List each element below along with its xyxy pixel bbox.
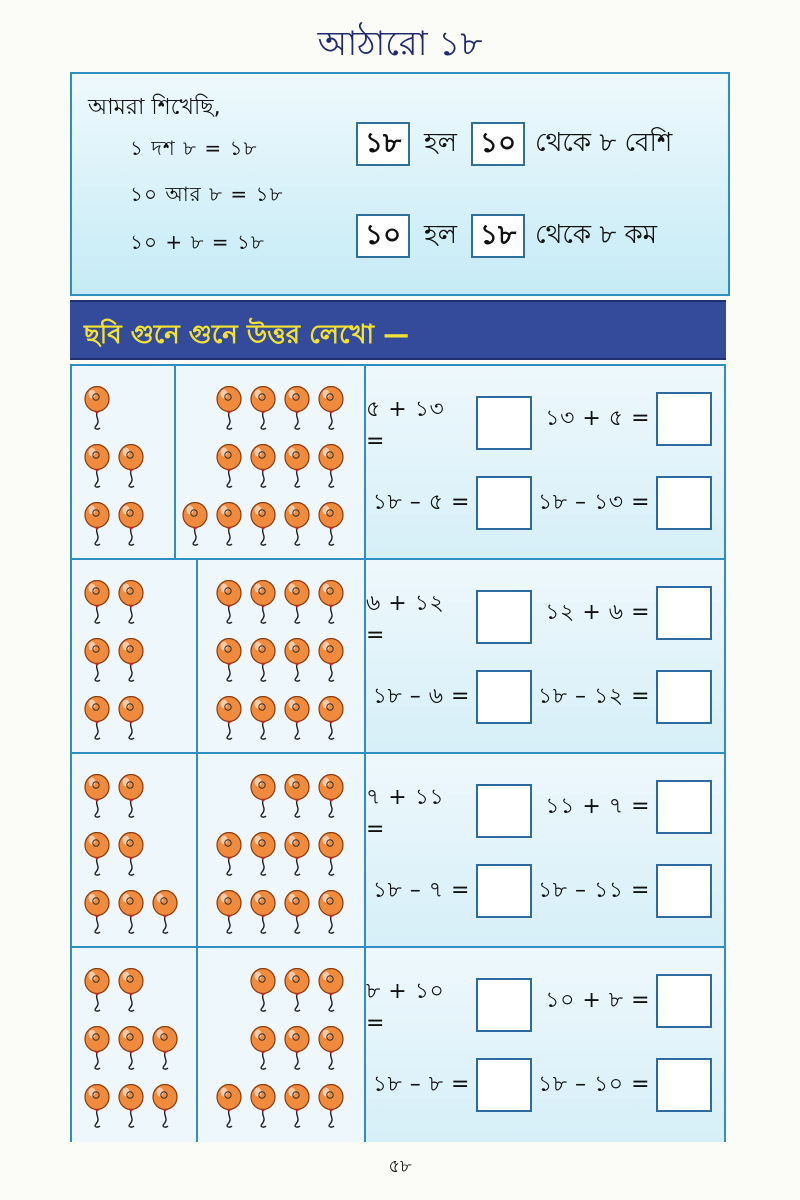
balloon-icon bbox=[316, 774, 346, 818]
answer-box[interactable] bbox=[656, 1058, 712, 1112]
balloon-icon bbox=[248, 638, 278, 682]
balloon-group-left bbox=[72, 366, 176, 558]
instruction-banner bbox=[70, 300, 726, 360]
balloon-icon bbox=[282, 890, 312, 934]
balloon-icon bbox=[116, 1084, 146, 1128]
balloon-group-right bbox=[198, 948, 366, 1142]
balloon-icon bbox=[82, 638, 112, 682]
balloon-icon bbox=[82, 444, 112, 488]
equation bbox=[366, 392, 532, 454]
answer-box[interactable] bbox=[656, 670, 712, 724]
balloon-icon bbox=[316, 444, 346, 488]
balloon-group-left bbox=[72, 754, 198, 946]
balloon-group-right bbox=[198, 560, 366, 752]
balloon-icon bbox=[116, 832, 146, 876]
page-number: ৫৮ bbox=[388, 1156, 412, 1177]
comparison-statement-less bbox=[356, 214, 657, 258]
balloon-icon bbox=[82, 774, 112, 818]
balloon-icon bbox=[248, 386, 278, 430]
answer-box[interactable] bbox=[476, 476, 532, 530]
balloon-icon bbox=[116, 638, 146, 682]
balloon-icon bbox=[116, 580, 146, 624]
exercise-row bbox=[72, 754, 724, 948]
balloon-icon bbox=[316, 386, 346, 430]
equation bbox=[373, 864, 532, 918]
balloon-icon bbox=[150, 1026, 180, 1070]
balloon-group-right bbox=[198, 754, 366, 946]
answer-box[interactable] bbox=[476, 864, 532, 918]
balloon-icon bbox=[116, 890, 146, 934]
answer-box[interactable] bbox=[656, 586, 712, 640]
learned-heading: আমরা শিখেছি, bbox=[88, 95, 221, 120]
exercise-row bbox=[72, 948, 724, 1142]
balloon-icon bbox=[82, 890, 112, 934]
balloon-icon bbox=[282, 1026, 312, 1070]
equation-text: ১৮ – ১০ = bbox=[537, 1071, 650, 1097]
equation-area bbox=[366, 366, 724, 558]
statement-word: হল bbox=[424, 220, 458, 250]
equation bbox=[373, 670, 532, 724]
exercise-grid bbox=[70, 364, 726, 1142]
balloon-icon bbox=[282, 444, 312, 488]
equation-area bbox=[366, 948, 724, 1142]
balloon-icon bbox=[282, 774, 312, 818]
equation bbox=[538, 670, 712, 724]
equation-text: ১৮ – ৭ = bbox=[372, 877, 470, 903]
answer-box[interactable] bbox=[476, 1058, 532, 1112]
learned-summary-box bbox=[70, 72, 730, 296]
balloon-icon bbox=[282, 386, 312, 430]
equation-text: ৭ + ১১ = bbox=[366, 785, 445, 842]
balloon-icon bbox=[214, 502, 244, 546]
answer-box[interactable] bbox=[656, 476, 712, 530]
answer-box[interactable] bbox=[656, 780, 712, 834]
statement-tail: থেকে ৮ বেশি bbox=[535, 128, 673, 158]
balloon-icon bbox=[282, 638, 312, 682]
balloon-icon bbox=[82, 502, 112, 546]
learned-line: ১০ আর ৮ = ১৮ bbox=[130, 182, 284, 206]
answer-box[interactable] bbox=[476, 590, 532, 644]
balloon-icon bbox=[82, 1084, 112, 1128]
balloon-icon bbox=[82, 696, 112, 740]
number-box: ১০ bbox=[356, 214, 410, 258]
equation-area bbox=[366, 754, 724, 946]
equation bbox=[366, 780, 532, 842]
equation-area bbox=[366, 560, 724, 752]
balloon-icon bbox=[282, 696, 312, 740]
balloon-icon bbox=[316, 696, 346, 740]
comparison-statement-more bbox=[356, 122, 672, 166]
balloon-icon bbox=[282, 502, 312, 546]
exercise-row bbox=[72, 560, 724, 754]
equation bbox=[373, 1058, 532, 1112]
answer-box[interactable] bbox=[656, 392, 712, 446]
balloon-icon bbox=[316, 502, 346, 546]
answer-box[interactable] bbox=[656, 864, 712, 918]
equation-text: ৮ + ১০ = bbox=[366, 979, 445, 1036]
balloon-icon bbox=[116, 502, 146, 546]
balloon-icon bbox=[316, 832, 346, 876]
balloon-icon bbox=[214, 890, 244, 934]
equation-text: ১২ + ৬ = bbox=[545, 599, 650, 625]
equation-text: ৬ + ১২ = bbox=[366, 591, 445, 648]
balloon-icon bbox=[116, 444, 146, 488]
equation bbox=[545, 392, 712, 446]
balloon-icon bbox=[150, 1084, 180, 1128]
statement-tail: থেকে ৮ কম bbox=[535, 220, 658, 250]
balloon-group-right bbox=[176, 366, 366, 558]
balloon-icon bbox=[82, 968, 112, 1012]
answer-box[interactable] bbox=[476, 978, 532, 1032]
balloon-icon bbox=[248, 968, 278, 1012]
balloon-icon bbox=[82, 386, 112, 430]
number-box: ১০ bbox=[471, 122, 525, 166]
balloon-icon bbox=[248, 1084, 278, 1128]
equation bbox=[545, 586, 712, 640]
balloon-icon bbox=[248, 444, 278, 488]
balloon-icon bbox=[82, 580, 112, 624]
equation-text: ৫ + ১৩ = bbox=[366, 397, 445, 454]
balloon-icon bbox=[116, 1026, 146, 1070]
balloon-group-left bbox=[72, 560, 198, 752]
equation-text: ১৮ – ১১ = bbox=[537, 877, 650, 903]
balloon-icon bbox=[214, 696, 244, 740]
balloon-icon bbox=[248, 580, 278, 624]
equation bbox=[366, 586, 532, 648]
balloon-icon bbox=[282, 832, 312, 876]
balloon-icon bbox=[116, 968, 146, 1012]
balloon-icon bbox=[316, 1026, 346, 1070]
balloon-icon bbox=[248, 832, 278, 876]
answer-box[interactable] bbox=[476, 670, 532, 724]
balloon-icon bbox=[316, 1084, 346, 1128]
answer-box[interactable] bbox=[656, 974, 712, 1028]
equation bbox=[373, 476, 532, 530]
balloon-icon bbox=[248, 1026, 278, 1070]
balloon-icon bbox=[248, 502, 278, 546]
instruction-text: ছবি গুনে গুনে উত্তর লেখো — bbox=[84, 320, 410, 350]
statement-word: হল bbox=[424, 128, 458, 158]
balloon-icon bbox=[116, 774, 146, 818]
balloon-icon bbox=[248, 774, 278, 818]
equation-text: ১৮ – ৬ = bbox=[372, 683, 470, 709]
balloon-icon bbox=[180, 502, 210, 546]
equation-text: ১০ + ৮ = bbox=[545, 987, 650, 1013]
answer-box[interactable] bbox=[476, 784, 532, 838]
equation-text: ১৩ + ৫ = bbox=[545, 405, 650, 431]
number-box: ১৮ bbox=[356, 122, 410, 166]
balloon-icon bbox=[214, 444, 244, 488]
exercise-row bbox=[72, 366, 724, 560]
equation-text: ১৮ – ৫ = bbox=[372, 489, 470, 515]
balloon-icon bbox=[116, 696, 146, 740]
equation-text: ১৮ – ১২ = bbox=[537, 683, 650, 709]
number-box: ১৮ bbox=[471, 214, 525, 258]
equation-text: ১১ + ৭ = bbox=[545, 793, 650, 819]
balloon-icon bbox=[282, 1084, 312, 1128]
balloon-icon bbox=[150, 890, 180, 934]
balloon-icon bbox=[214, 1084, 244, 1128]
balloon-group-left bbox=[72, 948, 198, 1142]
equation bbox=[545, 974, 712, 1028]
equation-text: ১৮ – ৮ = bbox=[372, 1071, 470, 1097]
balloon-icon bbox=[282, 580, 312, 624]
page-title: আঠারো ১৮ bbox=[317, 24, 483, 64]
answer-box[interactable] bbox=[476, 396, 532, 450]
balloon-icon bbox=[248, 890, 278, 934]
learned-line: ১০ + ৮ = ১৮ bbox=[130, 230, 265, 254]
balloon-icon bbox=[82, 1026, 112, 1070]
balloon-icon bbox=[316, 638, 346, 682]
balloon-icon bbox=[282, 968, 312, 1012]
balloon-icon bbox=[214, 638, 244, 682]
balloon-icon bbox=[316, 890, 346, 934]
balloon-icon bbox=[214, 580, 244, 624]
balloon-icon bbox=[316, 580, 346, 624]
balloon-icon bbox=[214, 386, 244, 430]
balloon-icon bbox=[316, 968, 346, 1012]
balloon-icon bbox=[214, 832, 244, 876]
learned-line: ১ দশ ৮ = ১৮ bbox=[130, 136, 258, 160]
balloon-icon bbox=[248, 696, 278, 740]
equation bbox=[366, 974, 532, 1036]
equation bbox=[538, 1058, 712, 1112]
balloon-icon bbox=[82, 832, 112, 876]
equation-text: ১৮ – ১৩ = bbox=[537, 489, 650, 515]
equation bbox=[538, 476, 712, 530]
equation bbox=[545, 780, 712, 834]
equation bbox=[538, 864, 712, 918]
